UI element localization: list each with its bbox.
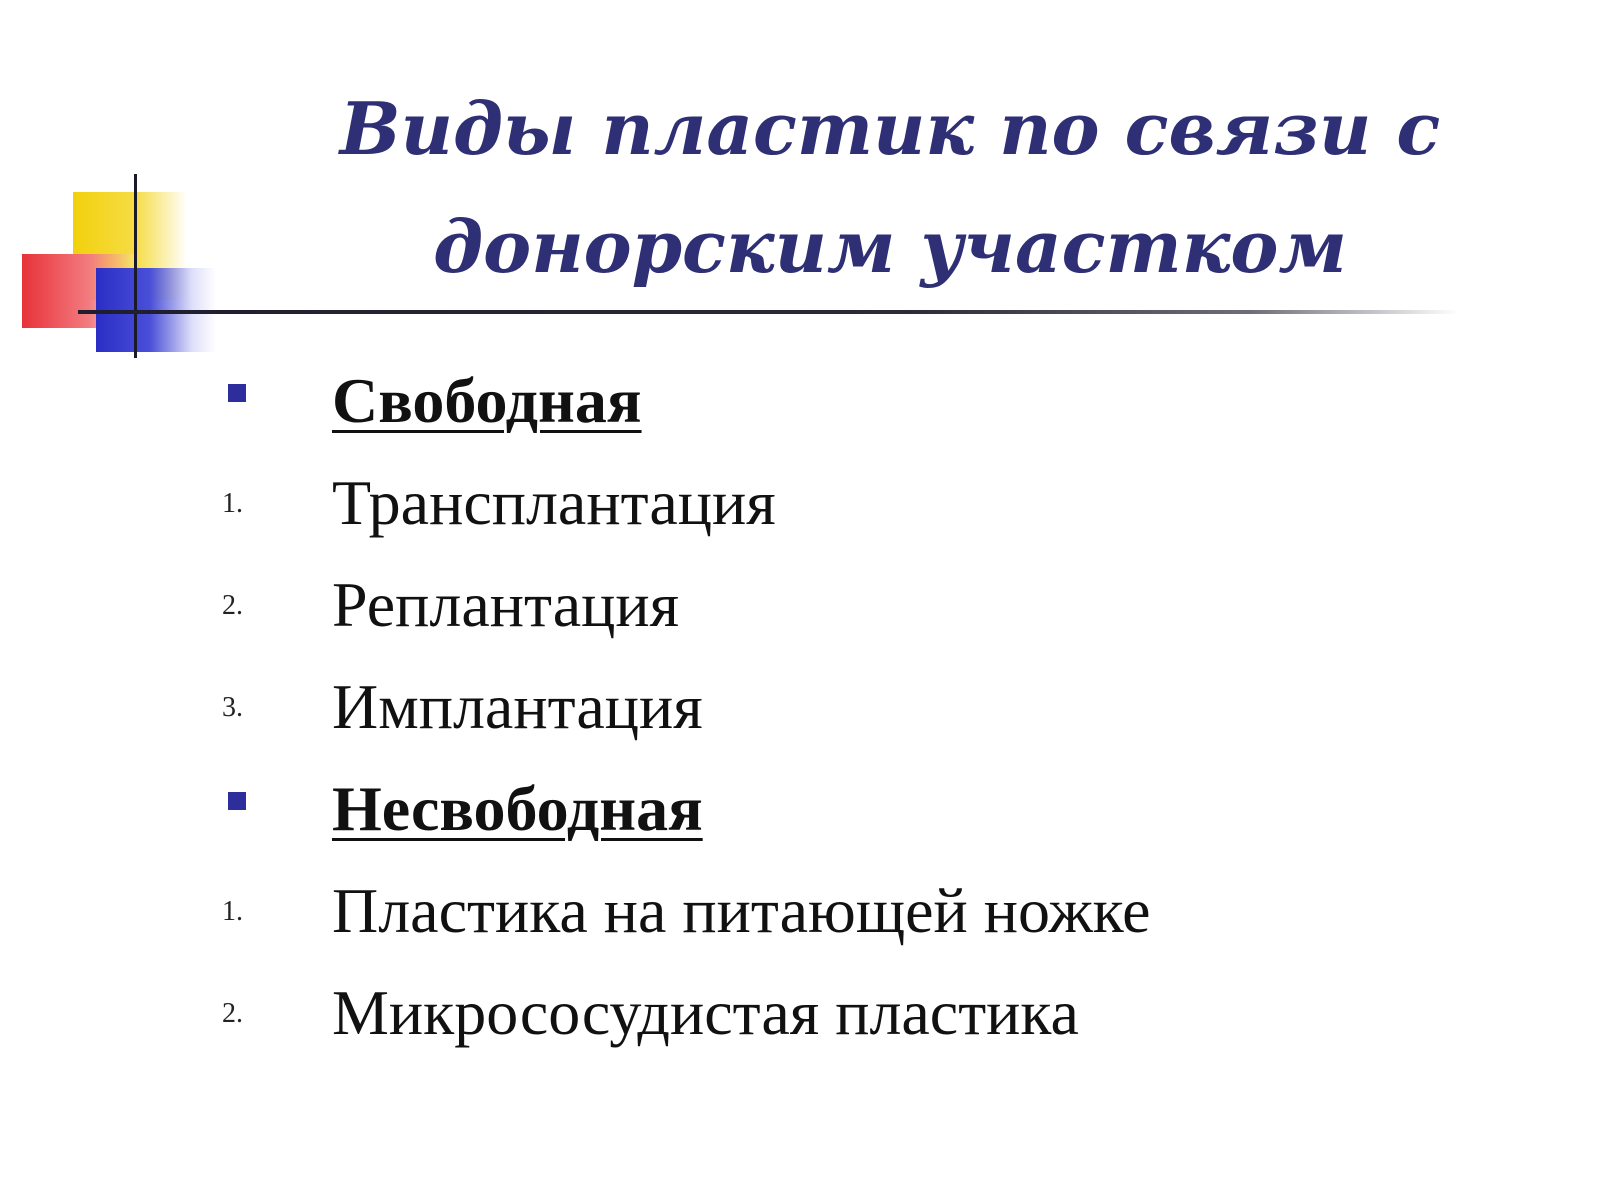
list-item-text: Несвободная bbox=[332, 773, 703, 844]
list-number: 1. bbox=[222, 488, 243, 519]
list-number: 1. bbox=[222, 896, 243, 927]
list-item bbox=[0, 560, 1600, 660]
list-item-text: Трансплантация bbox=[332, 467, 776, 538]
list-number: 2. bbox=[222, 590, 243, 621]
list-item bbox=[0, 866, 1600, 966]
list-item-text: Микрососудистая пластика bbox=[332, 977, 1079, 1048]
list-item bbox=[0, 662, 1600, 762]
list-item-text: Пластика на питающей ножке bbox=[332, 875, 1151, 946]
list-item-heading bbox=[0, 356, 1600, 456]
list-item bbox=[0, 968, 1600, 1068]
list-item-heading bbox=[0, 764, 1600, 864]
list-number: 3. bbox=[222, 692, 243, 723]
slide-title: Виды пластик по связи с донорским участком bbox=[339, 86, 1441, 289]
list-item-text: Свободная bbox=[332, 365, 642, 436]
square-bullet-icon bbox=[228, 792, 246, 810]
square-bullet-icon bbox=[228, 384, 246, 402]
list-item bbox=[0, 458, 1600, 558]
list-item-text: Имплантация bbox=[332, 671, 703, 742]
list-item-text: Реплантация bbox=[332, 569, 680, 640]
list-number: 2. bbox=[222, 998, 243, 1029]
